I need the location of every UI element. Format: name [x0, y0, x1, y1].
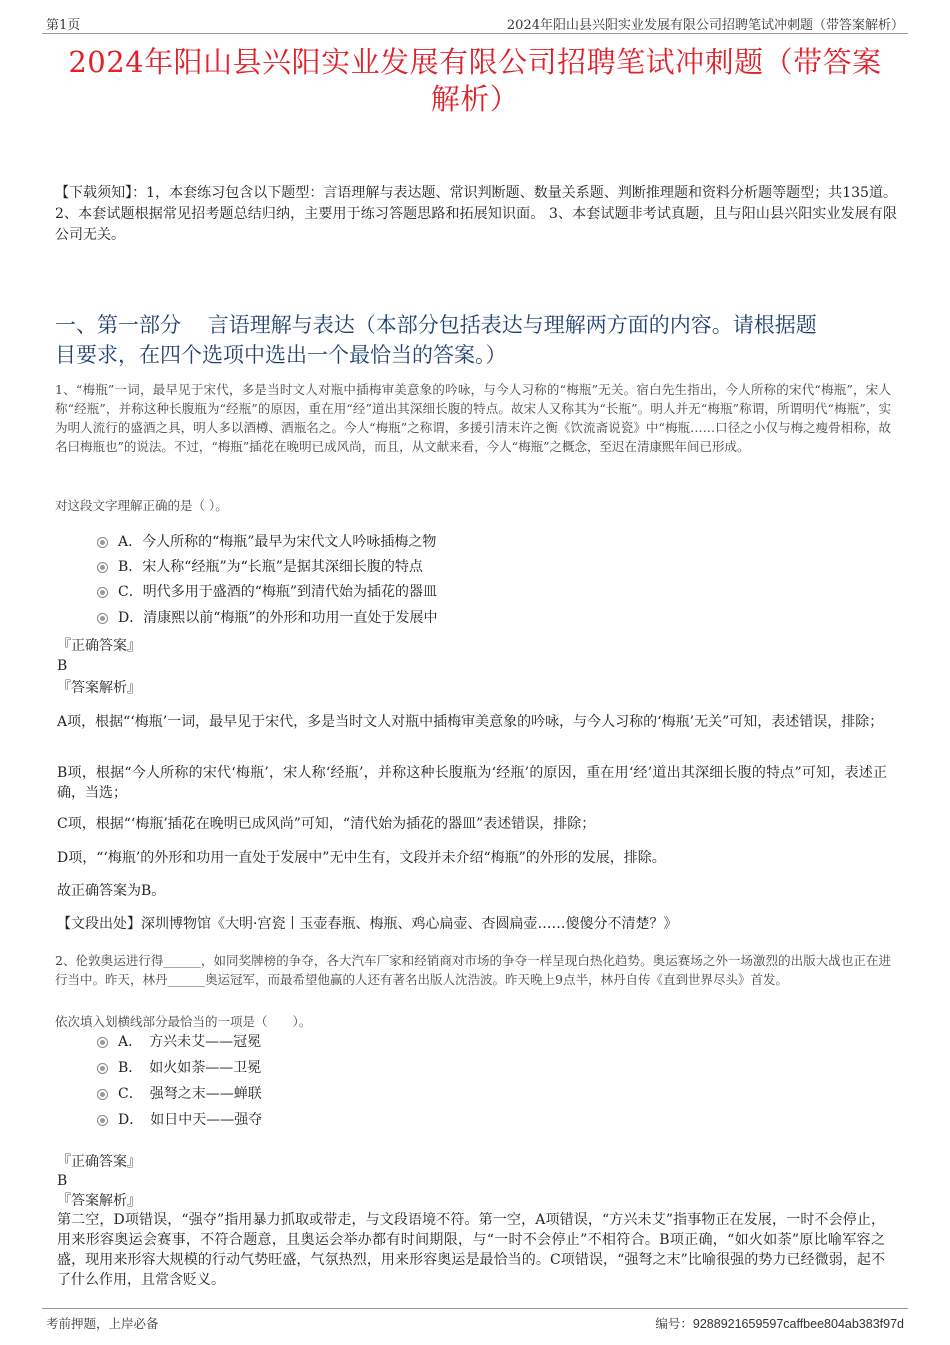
q1-option-c-label: C．明代多用于盛酒的“梅瓶”到清代始为插花的器皿 — [118, 584, 438, 600]
q2-option-c-label: C． 强弩之末——蝉联 — [118, 1086, 262, 1102]
q1-option-b[interactable] — [97, 557, 423, 577]
q1-source: 【文段出处】深圳博物馆《大明·宫瓷丨玉壶春瓶、梅瓶、鸡心扁壶、杏圆扁壶……傻傻分不清楚？》 — [57, 916, 678, 932]
radio-icon[interactable] — [97, 562, 108, 573]
page-title-line1: 2024年阳山县兴阳实业发展有限公司招聘笔试冲刺题（带答案 — [68, 45, 882, 79]
page-number: 第1页 — [46, 18, 81, 33]
q2-option-d[interactable] — [97, 1110, 262, 1130]
q2-answer: B — [57, 1173, 68, 1189]
radio-icon[interactable] — [97, 1089, 108, 1100]
q1-analysis-b: B项，根据“今人所称的宋代‘梅瓶’，宋人称‘经瓶’，并称这种长腹瓶为‘经瓶’的原因，重在用‘经’道出其深细长腹的特点”可知，表述正确，当选； — [57, 765, 887, 801]
q1-analysis-c: C项，根据“‘梅瓶’插花在晚明已成风尚”可知，“清代始为插花的器皿”表述错误，排除； — [57, 816, 596, 832]
q2-stem: 2、伦敦奥运进行得______，如同奖牌榜的争夺，各大汽车厂家和经销商对市场的争夺一样呈现白热化趋势。奥运赛场之外一场激烈的出版大战也正在进行当中。昨天，林丹______奥运冠军，而最希望他赢的人还有著名出版人沈浩波。昨天晚上9点半，林丹自传《直到世界尽头》首发。 — [55, 953, 891, 987]
radio-icon[interactable] — [97, 613, 108, 624]
q1-answer-label: 『正确答案』 — [57, 638, 141, 654]
q2-question: 依次填入划横线部分最恰当的一项是（ ）。 — [55, 1014, 312, 1029]
q1-question: 对这段文字理解正确的是（ ）。 — [55, 498, 228, 513]
q1-stem: 1、“梅瓶”一词，最早见于宋代，多是当时文人对瓶中插梅审美意象的吟咏，与今人习称的“梅瓶”无关。宿白先生指出，今人所称的宋代“梅瓶”，宋人称“经瓶”，并称这种长腹瓶为“经瓶”的原因，重在用“经”道出其深细长腹的特点。故宋人又称其为“长瓶”。明人并无“梅瓶”称谓，所谓明代“梅瓶”，实为明人流行的盛酒之具，明人多以酒樽、酒瓶名之。今人“梅瓶”之称谓，多援引清末许之衡《饮流斋说瓷》中“梅瓶……口径之小仅与梅之瘦骨相称，故名曰梅瓶也”的说法。不过，“梅瓶”插花在晚明已成风尚，而且，从文献来看，今人“梅瓶”之概念，至迟在清康熙年间已形成。 — [55, 382, 891, 454]
q1-analysis-d: D项，“‘梅瓶’的外形和功用一直处于发展中”无中生有，文段并未介绍“梅瓶”的外形的发展，排除。 — [57, 850, 666, 866]
q1-analysis-conclusion: 故正确答案为B。 — [57, 883, 166, 899]
footer-code-value: 9288921659597caffbee804ab383f97d — [692, 1317, 904, 1331]
q2-option-b-label: B． 如火如荼——卫冕 — [118, 1060, 262, 1076]
q2-option-a[interactable] — [97, 1032, 261, 1052]
header-doc-title: 2024年阳山县兴阳实业发展有限公司招聘笔试冲刺题（带答案解析） — [506, 18, 904, 33]
page-title — [40, 44, 910, 118]
radio-icon[interactable] — [97, 1037, 108, 1048]
radio-icon[interactable] — [97, 537, 108, 548]
radio-icon[interactable] — [97, 1063, 108, 1074]
q1-analysis-a: A项，根据“‘梅瓶’一词，最早见于宋代，多是当时文人对瓶中插梅审美意象的吟咏，与今人习称的‘梅瓶’无关”可知，表述错误，排除； — [57, 714, 884, 730]
q2-option-b[interactable] — [97, 1058, 261, 1078]
page-title-line2: 解析） — [430, 82, 520, 116]
footer-slogan: 考前押题，上岸必备 — [46, 1316, 159, 1331]
radio-icon[interactable] — [97, 1115, 108, 1126]
q1-option-a-label: A．今人所称的“梅瓶”最早为宋代文人吟咏插梅之物 — [118, 534, 437, 550]
footer-code — [655, 1314, 904, 1332]
q2-option-d-label: D． 如日中天——强夺 — [118, 1112, 263, 1128]
q2-option-a-label: A． 方兴未艾——冠冕 — [118, 1034, 262, 1050]
q1-answer: B — [57, 658, 68, 674]
q1-option-d-label: D．清康熙以前“梅瓶”的外形和功用一直处于发展中 — [118, 610, 438, 626]
q1-analysis-label: 『答案解析』 — [57, 680, 141, 696]
header-divider — [42, 33, 908, 34]
q1-option-d[interactable] — [97, 608, 438, 628]
section-heading-line2: 目要求，在四个选项中选出一个最恰当的答案。） — [55, 343, 507, 367]
download-notice: 【下载须知】：1，本套练习包含以下题型：言语理解与表达题、常识判断题、数量关系题、判断推理题和资料分析题等题型；共135道。 2、本套试题根据常见招考题总结归纳，主要用于练习答题思路和拓展知识面。 3、本套试题非考试真题，且与阳山县兴阳实业发展有限公司无关。 — [55, 185, 897, 243]
section-heading — [55, 310, 897, 370]
section-heading-line1: 一、第一部分 言语理解与表达（本部分包括表达与理解两方面的内容。请根据题 — [55, 313, 817, 337]
footer-code-label: 编号： — [655, 1317, 693, 1331]
q2-analysis-label: 『答案解析』 — [57, 1193, 141, 1209]
q1-option-a[interactable] — [97, 532, 436, 552]
q2-answer-label: 『正确答案』 — [57, 1154, 141, 1170]
q1-option-b-label: B．宋人称“经瓶”为“长瓶”是据其深细长腹的特点 — [118, 559, 423, 575]
q1-option-c[interactable] — [97, 582, 437, 602]
q2-option-c[interactable] — [97, 1084, 262, 1104]
footer-divider — [42, 1308, 908, 1309]
q2-analysis: 第二空，D项错误，“强夺”指用暴力抓取或带走，与文段语境不符。第一空，A项错误，“方兴未艾”指事物正在发展，一时不会停止，用来形容奥运会赛事，不符合题意，且奥运会举办都有时间期限，与“一时不会停止”不相符合。B项正确，“如火如荼”原比喻军容之盛，现用来形容大规模的行动气势旺盛，气氛热烈，用来形容奥运是最恰当的。C项错误，“强弩之末”比喻很强的势力已经微弱，起不了什么作用，且常含贬义。 — [57, 1212, 885, 1288]
radio-icon[interactable] — [97, 587, 108, 598]
